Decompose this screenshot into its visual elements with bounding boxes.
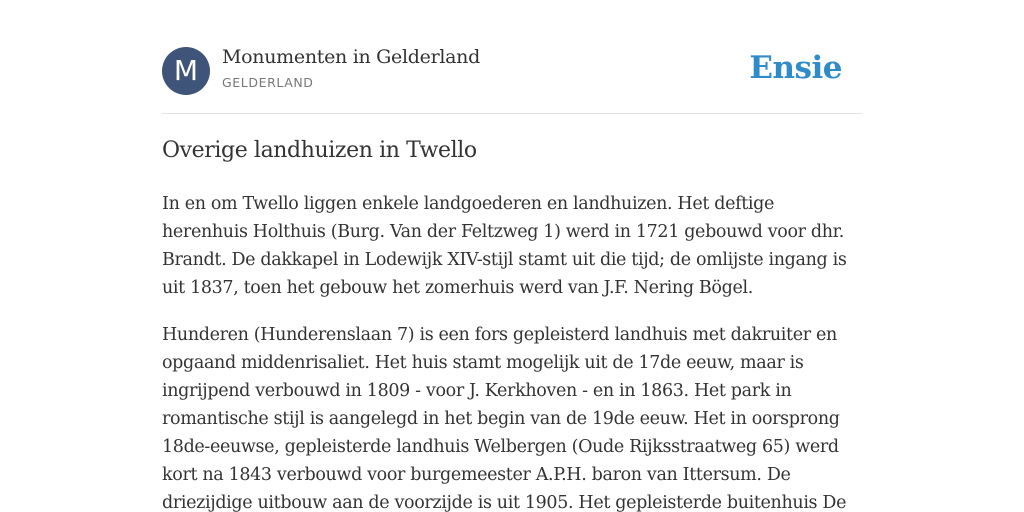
text-line: 18de-eeuwse, gepleisterde landhuis Welbergen (Oude Rijksstraatweg 65) werd bbox=[162, 437, 839, 457]
header bbox=[162, 46, 862, 96]
text-line: In en om Twello liggen enkele landgoederen en landhuizen. Het deftige bbox=[162, 194, 775, 214]
text-line: opgaand middenrisaliet. Het huis stamt mogelijk uit de 17de eeuw, maar is bbox=[162, 353, 804, 373]
avatar[interactable]: M bbox=[162, 47, 210, 95]
text-line: uit 1837, toen het gebouw het zomerhuis werd van J.F. Nering Bögel. bbox=[162, 278, 753, 298]
text-line: Hunderen (Hunderenslaan 7) is een fors gepleisterd landhuis met dakruiter en bbox=[162, 325, 837, 345]
paragraph-2 bbox=[162, 321, 862, 512]
page-title: Overige landhuizen in Twello bbox=[162, 138, 477, 163]
paragraph-1 bbox=[162, 190, 862, 302]
article-body bbox=[162, 190, 862, 512]
author-subtitle[interactable]: GELDERLAND bbox=[222, 75, 314, 90]
brand-logo[interactable]: Ensie bbox=[749, 50, 842, 86]
text-line: driezijdige uitbouw aan de voorzijde is uit 1905. Het gepleisterde buitenhuis De bbox=[162, 493, 847, 512]
text-line: Brandt. De dakkapel in Lodewijk XIV-stijl stamt uit die tijd; de omlijste ingang is bbox=[162, 250, 847, 270]
page-container bbox=[162, 0, 862, 512]
text-line: kort na 1843 verbouwd voor burgemeester A.P.H. baron van Ittersum. De bbox=[162, 465, 791, 485]
header-divider bbox=[162, 113, 862, 114]
text-line: herenhuis Holthuis (Burg. Van der Feltzweg 1) werd in 1721 gebouwd voor dhr. bbox=[162, 222, 844, 242]
author-title[interactable]: Monumenten in Gelderland bbox=[222, 46, 480, 68]
text-line: ingrijpend verbouwd in 1809 - voor J. Kerkhoven - en in 1863. Het park in bbox=[162, 381, 792, 401]
text-line: romantische stijl is aangelegd in het begin van de 19de eeuw. Het in oorsprong bbox=[162, 409, 840, 429]
